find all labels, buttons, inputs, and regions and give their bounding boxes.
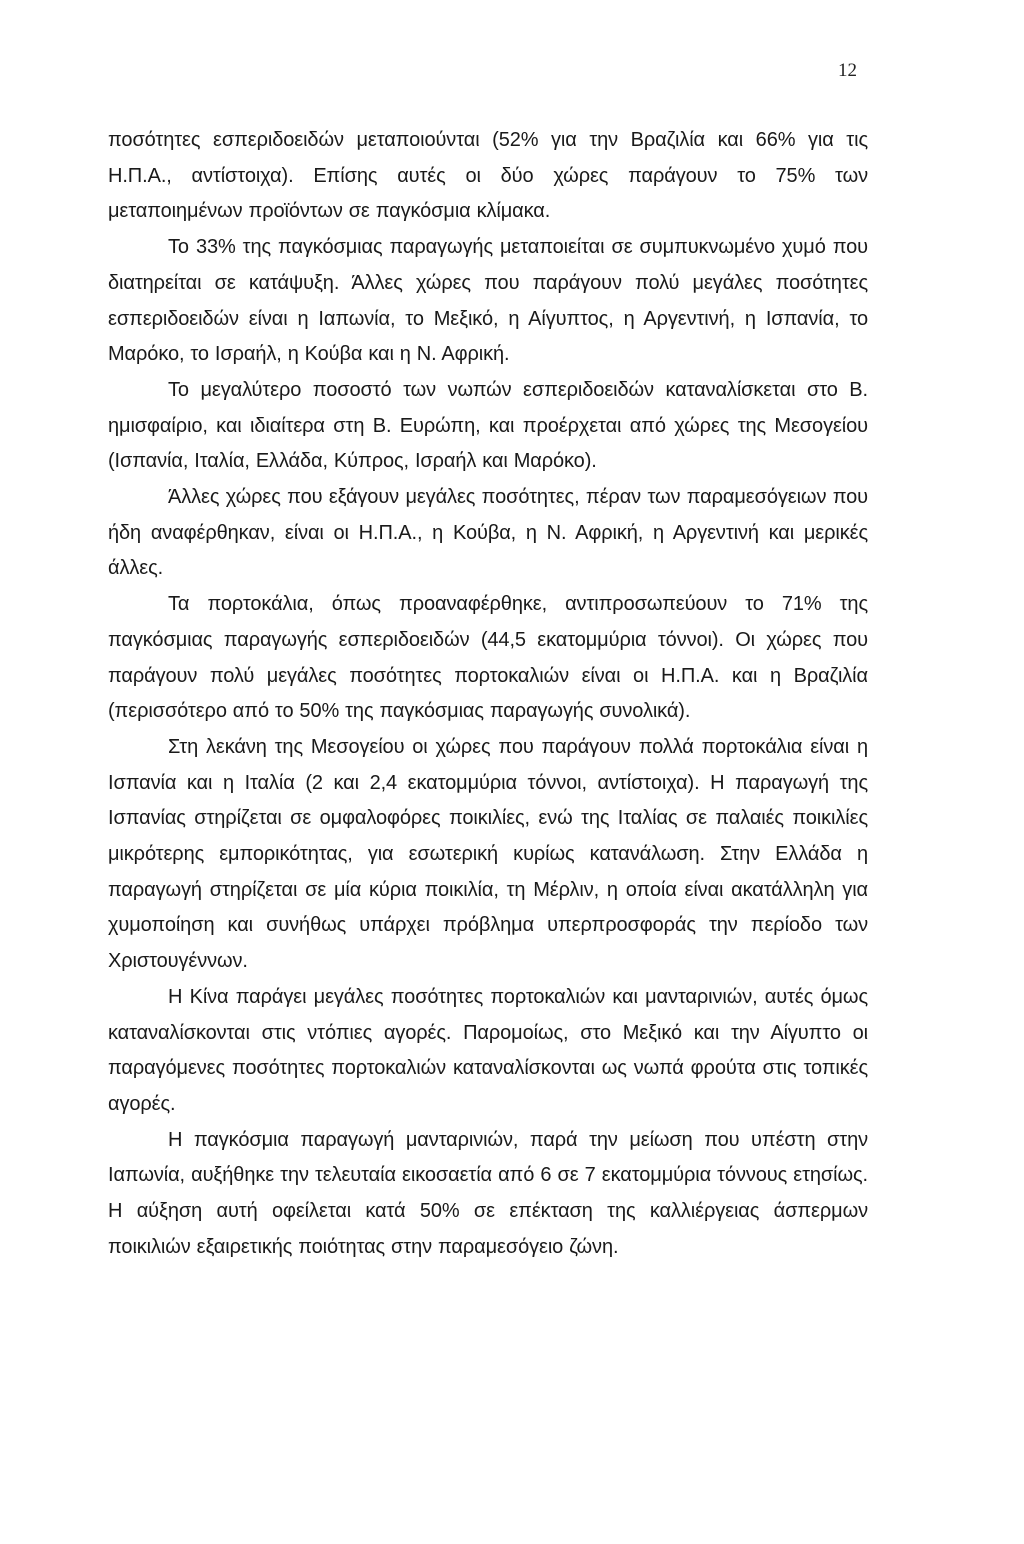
paragraph: Το μεγαλύτερο ποσοστό των νωπών εσπεριδοειδών καταναλίσκεται στο Β. ημισφαίριο, και ιδιαίτερα στη Β. Ευρώπη, και προέρχεται από χώρες της Μεσογείου (Ισπανία, Ιταλία, Ελλάδα, Κύπρος, Ισραήλ και Μαρόκο).	[108, 378, 868, 473]
paragraph: Η παγκόσμια παραγωγή μανταρινιών, παρά την μείωση που υπέστη στην Ιαπωνία, αυξήθηκε την τελευταία εικοσαετία από 6 σε 7 εκατομμύρια τόννους ετησίως. Η αύξηση αυτή οφείλεται κατά 50% σε επέκταση της καλλιέργειας άσπερμων ποικιλιών εξαιρετικής ποιότητας στην παραμεσόγειο ζώνη.	[108, 1128, 868, 1258]
paragraph-continuation: ποσότητες εσπεριδοειδών μεταποιούνται (52% για την Βραζιλία και 66% για τις Η.Π.Α., αντίστοιχα). Επίσης αυτές οι δύο χώρες παράγουν το 75% των μεταποιημένων προϊόντων σε παγκόσμια κλίμακα.	[108, 129, 868, 223]
page-number: 12	[838, 60, 857, 81]
paragraph: Το 33% της παγκόσμιας παραγωγής μεταποιείται σε συμπυκνωμένο χυμό που διατηρείται σε κατάψυξη. Άλλες χώρες που παράγουν πολύ μεγάλες ποσότητες εσπεριδοειδών είναι η Ιαπωνία, το Μεξικό, η Αίγυπτος, η Αργεντινή, η Ισπανία, το Μαρόκο, το Ισραήλ, η Κούβα και η Ν. Αφρική.	[108, 236, 868, 366]
paragraph: Τα πορτοκάλια, όπως προαναφέρθηκε, αντιπροσωπεύουν το 71% της παγκόσμιας παραγωγής εσπεριδοειδών (44,5 εκατομμύρια τόννοι). Οι χώρες που παράγουν πολύ μεγάλες ποσότητες πορτοκαλιών είναι οι Η.Π.Α. και η Βραζιλία (περισσότερο από το 50% της παγκόσμιας παραγωγής συνολικά).	[108, 593, 868, 723]
document-body	[108, 123, 868, 1266]
paragraph: Η Κίνα παράγει μεγάλες ποσότητες πορτοκαλιών και μανταρινιών, αυτές όμως καταναλίσκονται στις ντόπιες αγορές. Παρομοίως, στο Μεξικό και την Αίγυπτο οι παραγόμενες ποσότητες πορτοκαλιών καταναλίσκονται ως νωπά φρούτα στις τοπικές αγορές.	[108, 985, 868, 1115]
paragraph: Άλλες χώρες που εξάγουν μεγάλες ποσότητες, πέραν των παραμεσόγειων που ήδη αναφέρθηκαν, είναι οι Η.Π.Α., η Κούβα, η Ν. Αφρική, η Αργεντινή και μερικές άλλες.	[108, 486, 868, 580]
paragraph: Στη λεκάνη της Μεσογείου οι χώρες που παράγουν πολλά πορτοκάλια είναι η Ισπανία και η Ιταλία (2 και 2,4 εκατομμύρια τόννοι, αντίστοιχα). Η παραγωγή της Ισπανίας στηρίζεται σε ομφαλοφόρες ποικιλίες, ενώ της Ιταλίας σε παλαιές ποικιλίες μικρότερης εμπορικότητας, για εσωτερική κυρίως κατανάλωση. Στην Ελλάδα η παραγωγή στηρίζεται σε μία κύρια ποικιλία, τη Μέρλιν, η οποία είναι ακατάλληλη για χυμοποίηση και συνήθως υπάρχει πρόβλημα υπερπροσφοράς την περίοδο των Χριστουγέννων.	[108, 735, 868, 973]
